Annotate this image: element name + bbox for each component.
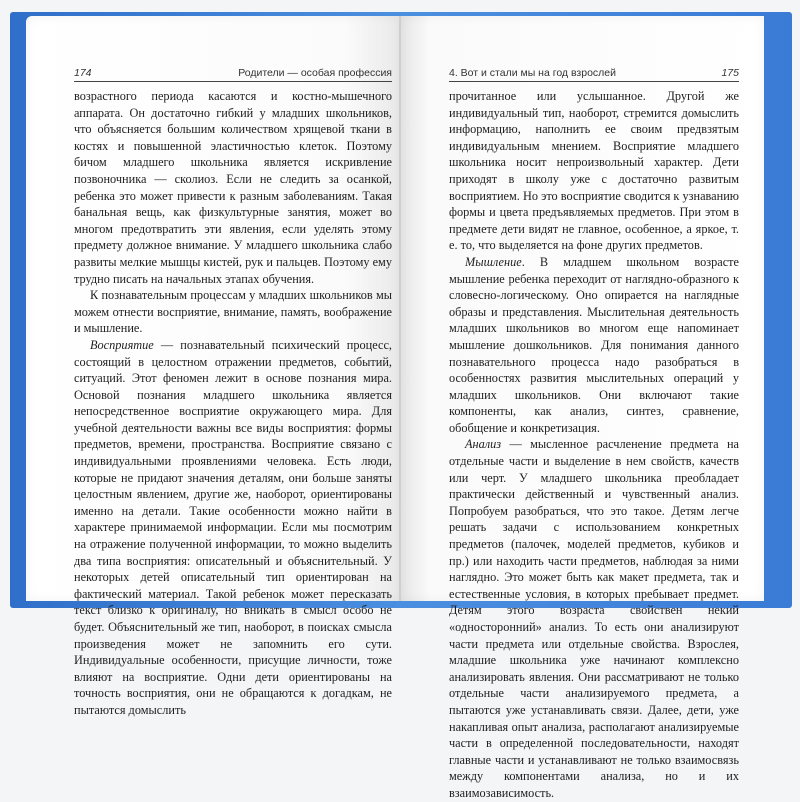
right-page-text <box>449 88 739 802</box>
paragraph: Восприятие — познавательный психический процесс, состоящий в целостном отражении предметов, событий, ситуаций. Этот феномен лежит в основе познания мира. Основой познания младшего школьника является непосредственное восприятие окружающего мира. Для учебной деятельности важны все виды восприятия: формы предметов, времени, пространства. Восприятие связано с индивидуальными проявлениями человека. Есть люди, которые не придают значения деталям, они больше заняты целостным явлением, другие же, наоборот, ориентированы именно на детали. Такие особенности можно найти в характере принимаемой информации. Если мы посмотрим на отражение полученной информации, то можно выделить два типа восприятия: описательный и объяснительный. У некоторых детей описательный тип ориентирован на фактический материал. Такой ребенок может пересказать текст близко к оригиналу, но вникать в смысл особо не будет. Объяснительный же тип, наоборот, в поисках смысла произведения может не запомнить его сути. Индивидуальные особенности, присущие личности, тоже влияют на восприятие. Одни дети ориентированы на точность восприятия, они не обращаются к догадкам, не пытаются домыслить <box>74 337 392 717</box>
paragraph: Мышление. В младшем школьном возрасте мышление ребенка переходит от наглядно-образного к словесно-логическому. Оно опирается на наглядные образы и представления. Мыслительная деятельность младших школьников во многом еще напоминает мышление дошкольников. Для понимания данного познавательного процесса надо разобраться в особенностях развития мыслительных операций у младших школьников. Они включают такие компоненты, как анализ, синтез, сравнение, обобщение и конкретизация. <box>449 254 739 435</box>
left-page-text <box>74 88 392 719</box>
left-running-title: Родители — особая профессия <box>238 67 392 79</box>
paragraph: Анализ — мысленное расчленение предмета на отдельные части и выделение в нем свойств, качеств или черт. У младшего школьника преобладает практически действенный и чувственный анализ. Попробуем разобраться, что это такое. Детям легче решать задачи с использованием конкретных предметов (палочек, моделей предметов, кубиков и пр.) или находить части предметов, наблюдая за ними наглядно. Это может быть как макет предмета, так и естественные условия, в которых пребывает предмет. Детям этого возраста свойствен некий «односторонний» анализ. То есть они анализируют части предмета или отдельные свойства. Взрослея, младшие школьника уже начинают комплексно анализировать явления. Они рассматривают не только отдельные части анализируемого предмета, а пытаются уже устанавливать связи. Далее, дети, уже накапливая опыт анализа, располагают анализируемые части в определенной последовательности, находят главные части и устанавливают не только взаимосвязь между компонентами анализа, но и их взаимозависимость. <box>449 437 739 800</box>
left-page-number: 174 <box>74 67 92 79</box>
term-perception: Восприятие <box>90 337 154 352</box>
left-page <box>26 16 400 717</box>
right-running-head <box>449 63 739 82</box>
left-running-head <box>74 63 392 82</box>
right-page-number: 175 <box>721 67 739 79</box>
paragraph: прочитанное или услышанное. Другой же индивидуальный тип, наоборот, стремится домыслить информацию, наполнить ее своим предвзятым индивидуальным мнением. Восприятие младшего школьника носит непроизвольный характер. Дети приходят в школу уже с достаточно развитым восприятием. Но это восприятие сводится к узнаванию формы и цвета предъявляемых предметов. При этом в предмете дети видят не главное, особенное, а яркое, т. е. то, что выделяется на фоне других предметов. <box>449 89 739 253</box>
right-page <box>401 16 764 800</box>
paragraph: К познавательным процессам у младших школьников мы можем отнести восприятие, внимание, память, воображение и мышление. <box>74 288 392 336</box>
term-thinking: Мышление <box>465 254 522 269</box>
paragraph: возрастного периода касаются и костно-мышечного аппарата. Он достаточно гибкий у младших школьников, что объясняется большим количеством хрящевой ткани в костях и повышенной эластичностью клеток. Поэтому бичом младшего школьника является искривление позвоночника — сколиоз. Если не следить за осанкой, ребенка это может привести к разным заболеваниям. Такая банальная вещь, как физкультурные занятия, может во многом предотвратить эти явления, если уделять этому предмету должное внимание. У младшего школьника слабо развиты мелкие мышцы кистей, рук и пальцев. Поэтому ему трудно писать на начальных этапах обучения. <box>74 89 392 286</box>
term-analysis: Анализ <box>465 437 502 452</box>
right-running-title: 4. Вот и стали мы на год взрослей <box>449 67 617 79</box>
